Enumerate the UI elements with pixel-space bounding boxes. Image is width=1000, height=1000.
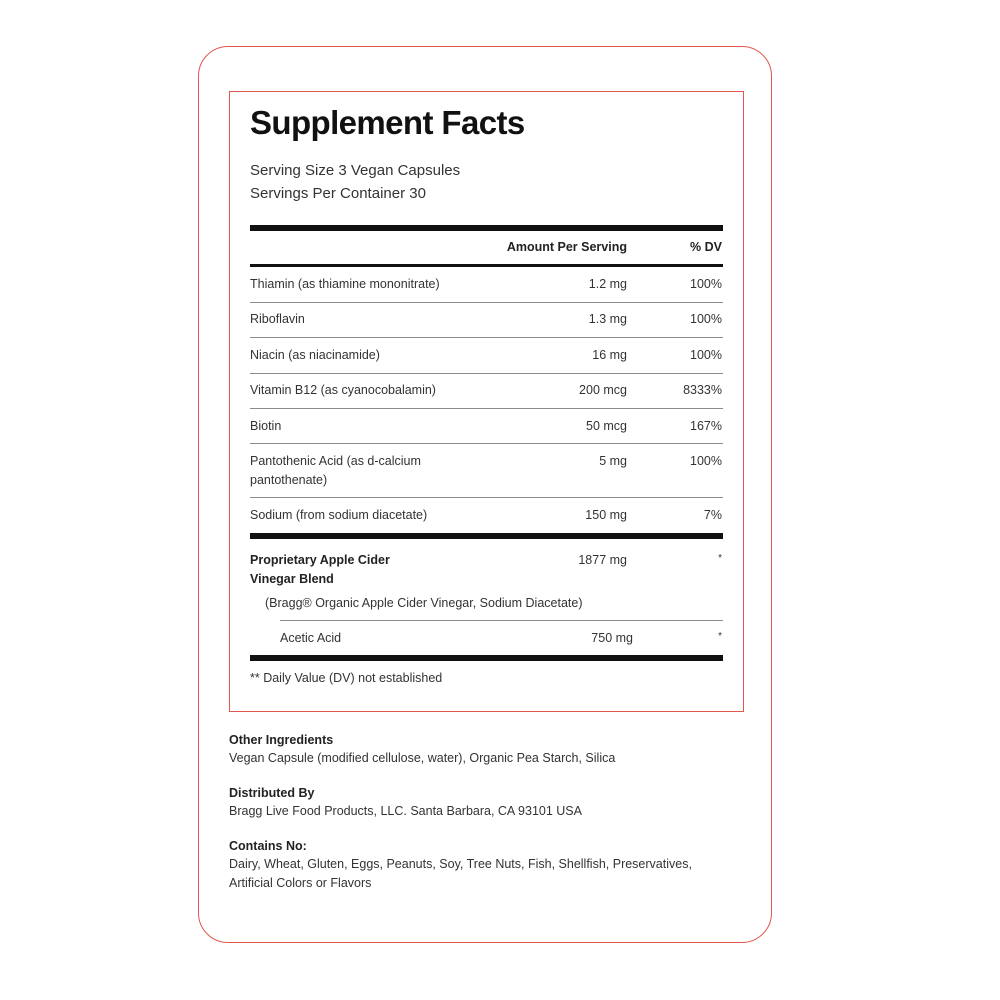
- row-name: Biotin: [250, 419, 282, 433]
- row-dv: 100%: [690, 454, 722, 468]
- blend-amount: 1877 mg: [578, 553, 627, 567]
- serving-size: Serving Size 3 Vegan Capsules: [250, 162, 461, 179]
- row-dv: 100%: [690, 277, 722, 291]
- row-dv: 100%: [690, 312, 722, 326]
- header-rule: [250, 264, 723, 267]
- row-divider: [250, 497, 723, 498]
- bottom-thick-rule: [250, 655, 723, 661]
- contains-no-text: Dairy, Wheat, Gluten, Eggs, Peanuts, Soy, Tree Nuts, Fish, Shellfish, Preservatives,: [229, 857, 692, 871]
- row-name: Sodium (from sodium diacetate): [250, 508, 428, 522]
- contains-no-title: Contains No:: [229, 839, 307, 853]
- blend-name: Proprietary Apple Cider: [250, 553, 390, 567]
- row-amount: 1.2 mg: [588, 277, 627, 291]
- column-header-amount: Amount Per Serving: [506, 240, 627, 254]
- row-amount: 5 mg: [599, 454, 627, 468]
- blend-dv: *: [718, 553, 722, 564]
- sub-row-amount: 750 mg: [591, 631, 633, 645]
- distributed-by-title: Distributed By: [229, 786, 315, 800]
- blend-thick-rule: [250, 533, 723, 539]
- page-title: Supplement Facts: [250, 104, 525, 141]
- contains-no-text-continued: Artificial Colors or Flavors: [229, 876, 372, 890]
- top-thick-rule: [250, 225, 723, 231]
- row-amount: 16 mg: [592, 348, 627, 362]
- row-dv: 100%: [690, 348, 722, 362]
- row-dv: 8333%: [683, 383, 722, 397]
- row-dv: 7%: [703, 508, 722, 522]
- row-divider: [250, 373, 723, 374]
- row-name: Thiamin (as thiamine mononitrate): [250, 277, 440, 291]
- row-amount: 200 mcg: [579, 383, 627, 397]
- row-name: Vitamin B12 (as cyanocobalamin): [250, 383, 436, 397]
- row-divider: [250, 408, 723, 409]
- servings-per-container: Servings Per Container 30: [250, 185, 426, 202]
- row-amount: 50 mcg: [586, 419, 627, 433]
- distributed-by-text: Bragg Live Food Products, LLC. Santa Barbara, CA 93101 USA: [229, 804, 582, 818]
- blend-name-continued: Vinegar Blend: [250, 572, 334, 586]
- other-ingredients-text: Vegan Capsule (modified cellulose, water), Organic Pea Starch, Silica: [229, 751, 616, 765]
- sub-row-divider: [280, 620, 723, 621]
- footnote: ** Daily Value (DV) not established: [250, 671, 443, 685]
- row-name: Pantothenic Acid (as d-calcium: [250, 454, 421, 468]
- row-divider: [250, 443, 723, 444]
- row-amount: 150 mg: [585, 508, 627, 522]
- column-header-dv: % DV: [690, 240, 722, 254]
- row-divider: [250, 337, 723, 338]
- row-name-continued: pantothenate): [250, 473, 328, 487]
- other-ingredients-title: Other Ingredients: [229, 733, 334, 747]
- sub-row-dv: *: [718, 631, 722, 642]
- blend-detail: (Bragg® Organic Apple Cider Vinegar, Sodium Diacetate): [265, 596, 583, 610]
- row-name: Riboflavin: [250, 312, 305, 326]
- row-name: Niacin (as niacinamide): [250, 348, 380, 362]
- row-divider: [250, 302, 723, 303]
- row-amount: 1.3 mg: [588, 312, 627, 326]
- sub-row-name: Acetic Acid: [280, 631, 342, 645]
- row-dv: 167%: [690, 419, 722, 433]
